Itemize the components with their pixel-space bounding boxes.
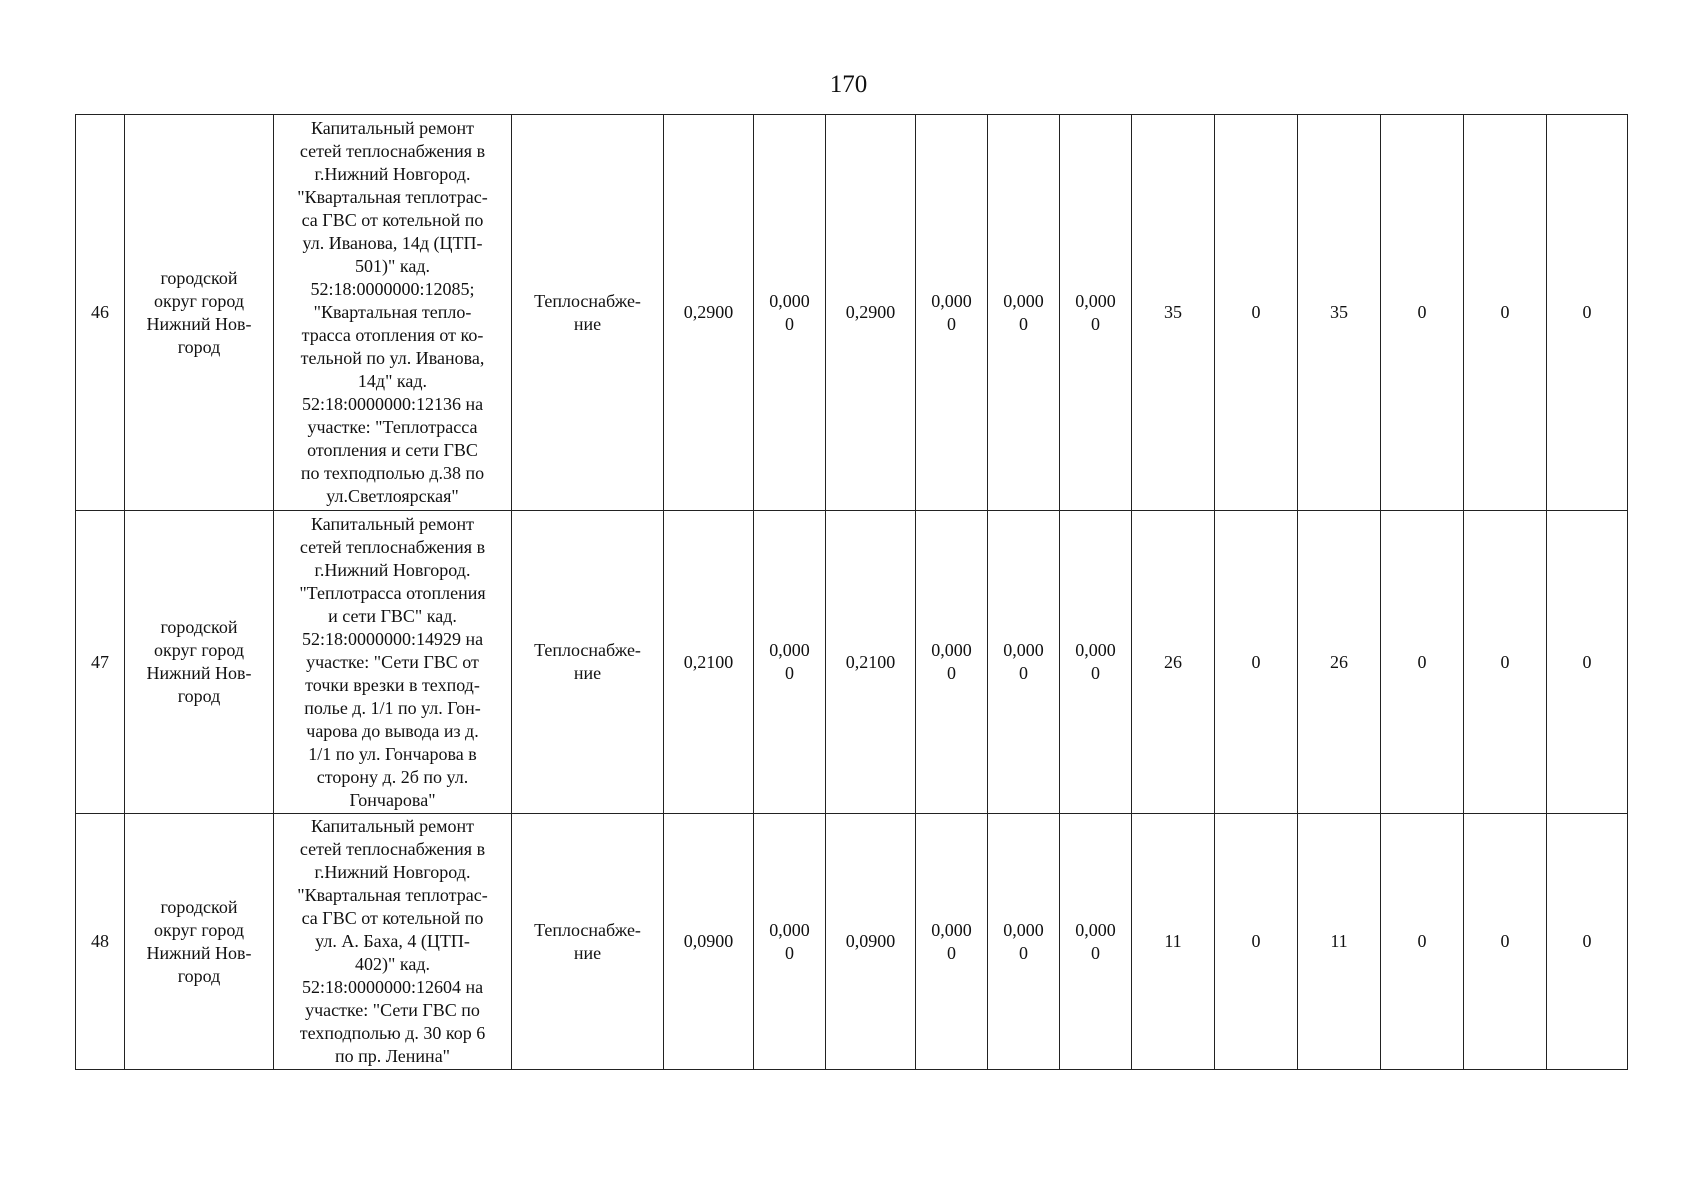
page-number: 170 [829,71,868,98]
value-cell: 0,2900 [664,115,754,511]
value-cell: 0 [1381,511,1464,814]
table-row [76,115,1628,511]
value-cell: 0 [1215,814,1298,1070]
value-cell: 0,000 0 [916,511,988,814]
utility-type-cell: Теплоснабже- ние [512,511,664,814]
value-cell: 0,0900 [826,814,916,1070]
value-cell: 0 [1464,814,1547,1070]
value-cell: 0 [1381,115,1464,511]
municipality-cell: городской округ город Нижний Нов- город [125,511,274,814]
value-cell: 0,0900 [664,814,754,1070]
utility-type-cell: Теплоснабже- ние [512,115,664,511]
value-cell: 0,000 0 [1060,511,1132,814]
value-cell: 0 [1215,115,1298,511]
table-row [76,511,1628,814]
description-cell: Капитальный ремонт сетей теплоснабжения в г.Нижний Новгород. "Теплотрасса отопления и сети ГВС" кад. 52:18:0000000:14929 на участке: "Сети ГВС от точки врезки в техпод- полье д. 1/1 по ул. Гон- чарова до вывода из д. 1/1 по ул. Гончарова в сторону д. 2б по ул. Гончарова" [274,511,512,814]
value-cell: 0,000 0 [754,814,826,1070]
row-number-cell: 48 [76,814,125,1070]
value-cell: 0 [1464,511,1547,814]
value-cell: 0 [1547,511,1628,814]
table-row [76,814,1628,1070]
value-cell: 35 [1298,115,1381,511]
municipality-cell: городской округ город Нижний Нов- город [125,814,274,1070]
value-cell: 26 [1298,511,1381,814]
value-cell: 0,000 0 [988,115,1060,511]
value-cell: 26 [1132,511,1215,814]
value-cell: 0,000 0 [916,814,988,1070]
value-cell: 0 [1547,814,1628,1070]
description-cell: Капитальный ремонт сетей теплоснабжения в г.Нижний Новгород. "Квартальная теплотрас- са ГВС от котельной по ул. Иванова, 14д (ЦТП- 501)" кад. 52:18:0000000:12085; "Квартальная тепло- трасса отопления от ко- тельной по ул. Иванова, 14д" кад. 52:18:0000000:12136 на участке: "Теплотрасса отопления и сети ГВС по техподполью д.38 по ул.Светлоярская" [274,115,512,511]
utility-type-cell: Теплоснабже- ние [512,814,664,1070]
value-cell: 0 [1215,511,1298,814]
value-cell: 0,000 0 [988,511,1060,814]
value-cell: 0 [1464,115,1547,511]
value-cell: 0,2100 [664,511,754,814]
municipality-cell: городской округ город Нижний Нов- город [125,115,274,511]
value-cell: 0,000 0 [1060,814,1132,1070]
value-cell: 11 [1132,814,1215,1070]
value-cell: 35 [1132,115,1215,511]
value-cell: 0,000 0 [916,115,988,511]
value-cell: 0,2900 [826,115,916,511]
value-cell: 0,2100 [826,511,916,814]
row-number-cell: 47 [76,511,125,814]
description-cell: Капитальный ремонт сетей теплоснабжения в г.Нижний Новгород. "Квартальная теплотрас- са ГВС от котельной по ул. А. Баха, 4 (ЦТП- 402)" кад. 52:18:0000000:12604 на участке: "Сети ГВС по техподполью д. 30 кор 6 по пр. Ленина" [274,814,512,1070]
works-table [75,114,1628,1070]
value-cell: 11 [1298,814,1381,1070]
value-cell: 0,000 0 [754,511,826,814]
value-cell: 0,000 0 [988,814,1060,1070]
value-cell: 0,000 0 [754,115,826,511]
row-number-cell: 46 [76,115,125,511]
value-cell: 0,000 0 [1060,115,1132,511]
value-cell: 0 [1547,115,1628,511]
value-cell: 0 [1381,814,1464,1070]
